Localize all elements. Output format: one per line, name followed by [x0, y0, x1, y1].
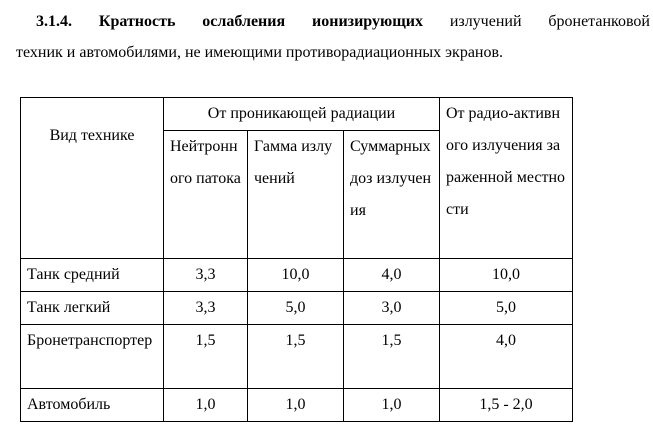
table-row [21, 292, 573, 325]
header-vehicle-type: Вид технике [21, 98, 164, 259]
cell-contaminated: 10,0 [440, 259, 573, 292]
header-penetrating-radiation: От проникающей радиации [164, 98, 440, 131]
section-heading [16, 6, 650, 68]
cell-contaminated: 5,0 [440, 292, 573, 325]
cell-gamma: 1,0 [248, 389, 344, 422]
table-row [21, 259, 573, 292]
cell-total: 3,0 [344, 292, 440, 325]
heading-line-2: техник и автомобилями, не имеющими противорадиационных экранов. [16, 44, 504, 61]
cell-gamma: 1,5 [248, 325, 344, 389]
table-row [21, 325, 573, 389]
cell-gamma: 5,0 [248, 292, 344, 325]
attenuation-table [20, 97, 573, 422]
header-gamma: Гамма излучений [248, 131, 344, 259]
table-row [21, 389, 573, 422]
cell-total: 4,0 [344, 259, 440, 292]
row-name: Танк легкий [21, 292, 164, 325]
heading-bold-part: 3.1.4. Кратность ослабления ионизирующих [36, 13, 423, 30]
header-neutron: Нейтронного патока [164, 131, 248, 259]
cell-total: 1,0 [344, 389, 440, 422]
header-contaminated-area: От радио-активного излучения зараженной местности [440, 98, 573, 259]
cell-neutron: 3,3 [164, 259, 248, 292]
cell-total: 1,5 [344, 325, 440, 389]
cell-neutron: 3,3 [164, 292, 248, 325]
header-total: Суммарных доз излучения [344, 131, 440, 259]
row-name: Танк средний [21, 259, 164, 292]
cell-contaminated: 4,0 [440, 325, 573, 389]
cell-contaminated: 1,5 - 2,0 [440, 389, 573, 422]
cell-neutron: 1,5 [164, 325, 248, 389]
cell-gamma: 10,0 [248, 259, 344, 292]
heading-line-1 [16, 6, 650, 37]
row-name: Бронетранспортер [21, 325, 164, 389]
heading-regular-part: излучений бронетанковой [449, 13, 650, 30]
cell-neutron: 1,0 [164, 389, 248, 422]
row-name: Автомобиль [21, 389, 164, 422]
